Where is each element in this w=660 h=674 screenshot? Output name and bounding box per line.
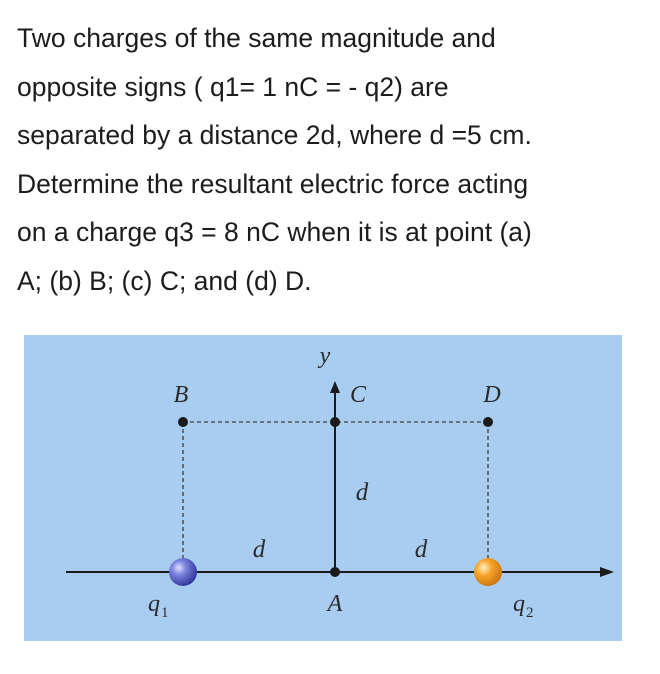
point-a-label: A — [327, 591, 343, 617]
left-distance-label: d — [252, 536, 266, 563]
problem-statement — [17, 14, 647, 305]
charge-q1-label-base: q — [148, 591, 160, 617]
y-axis-label: y — [319, 343, 331, 369]
diagram-background — [24, 335, 622, 641]
problem-line-5: on a charge q3 = 8 nC when it is at point (a) — [17, 217, 532, 247]
point-c-label: C — [349, 382, 367, 408]
problem-line-2: opposite signs ( q1= 1 nC = - q2) are — [17, 71, 449, 102]
point-c-dot — [330, 417, 340, 427]
charge-diagram — [24, 335, 622, 641]
point-d-dot — [483, 417, 493, 427]
point-b-label: B — [173, 382, 189, 408]
vertical-distance-label: d — [355, 479, 369, 506]
charge-q2-label-base: q — [513, 591, 525, 617]
problem-line-4: Determine the resultant electric force acting — [17, 168, 529, 199]
point-a-dot — [330, 567, 340, 577]
right-distance-label: d — [414, 536, 428, 563]
charge-q2-label-sub: 2 — [526, 605, 534, 621]
problem-line-3: separated by a distance 2d, where d =5 cm. — [17, 120, 532, 150]
problem-line-1: Two charges of the same magnitude and — [17, 23, 496, 53]
charge-diagram-svg — [24, 335, 622, 641]
point-d-label: D — [483, 382, 501, 408]
problem-line-6: A; (b) B; (c) C; and (d) D. — [17, 265, 312, 296]
charge-q1-label-sub: 1 — [161, 605, 169, 621]
charge-q1-sphere — [169, 558, 197, 586]
point-b-dot — [178, 417, 188, 427]
charge-q2-sphere — [474, 558, 502, 586]
